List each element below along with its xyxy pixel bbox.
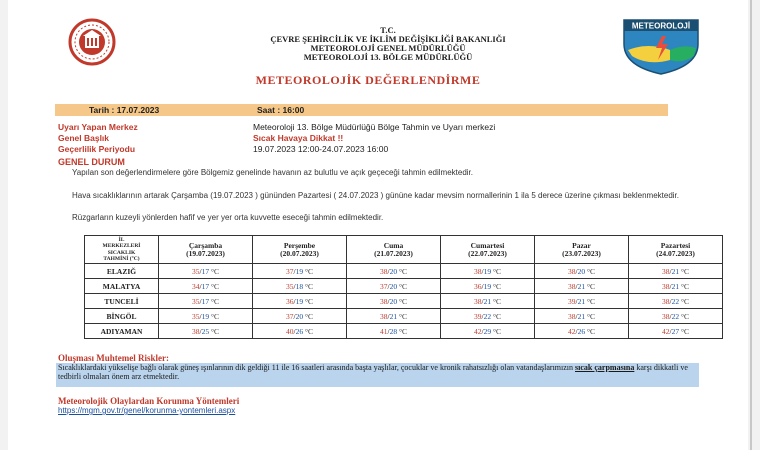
max-temp: 39 xyxy=(474,311,482,321)
day-name: Pazar xyxy=(572,240,591,250)
temp-unit: °C xyxy=(210,281,219,291)
temp-unit: °C xyxy=(492,296,501,306)
min-temp: 21 xyxy=(483,296,492,306)
max-temp: 38 xyxy=(662,281,670,291)
temperature-cell: 40/26 °C xyxy=(253,324,347,339)
day-header xyxy=(535,236,629,264)
city-name: BİNGÖL xyxy=(85,309,159,324)
max-temp: 42 xyxy=(474,326,482,336)
temperature-cell: 38/21 °C xyxy=(629,264,723,279)
temp-unit: °C xyxy=(398,296,407,306)
day-header xyxy=(629,236,723,264)
max-temp: 37 xyxy=(286,311,294,321)
min-temp: 21 xyxy=(671,281,680,291)
min-temp: 21 xyxy=(577,281,586,291)
max-temp: 36 xyxy=(474,281,482,291)
max-temp: 34 xyxy=(192,281,200,291)
temperature-cell: 38/19 °C xyxy=(441,264,535,279)
ministry-line: METEOROLOJİ 13. BÖLGE MÜDÜRLÜĞÜ xyxy=(303,52,473,62)
max-temp: 39 xyxy=(568,296,576,306)
min-temp: 21 xyxy=(577,296,586,306)
temperature-cell: 42/26 °C xyxy=(535,324,629,339)
temp-unit: °C xyxy=(492,326,501,336)
day-name: Çarşamba xyxy=(188,240,223,250)
table-corner-header xyxy=(85,236,159,264)
day-date: (20.07.2023) xyxy=(280,248,319,258)
temp-unit: °C xyxy=(586,296,595,306)
min-temp: 19 xyxy=(483,266,492,276)
table-row xyxy=(85,324,723,339)
max-temp: 38 xyxy=(662,311,670,321)
temperature-table xyxy=(84,235,723,339)
min-temp: 22 xyxy=(483,311,492,321)
temp-unit: °C xyxy=(398,311,407,321)
max-temp: 35 xyxy=(192,311,200,321)
temperature-cell: 38/20 °C xyxy=(535,264,629,279)
temp-unit: °C xyxy=(304,266,313,276)
day-header xyxy=(347,236,441,264)
risks-text-part: Sıcaklıklardaki yükselişe bağlı olarak güneş ışınlarının dik geldiği 11 ile 16 saatleri arasında başta yaşlılar, çocuklar ve kronik rahatsızlığı olan vatandaşlarımızın xyxy=(58,363,576,372)
general-paragraph: Hava sıcaklıklarının artarak Çarşamba (19.07.2023 ) gününden Pazartesi ( 24.07.2023 ) gününe kadar mevsim normallerinin 1 ila 5 derece üzerine çıkması beklenmektedir. xyxy=(72,191,679,200)
max-temp: 38 xyxy=(380,311,388,321)
info-label: Geçerlilik Periyodu xyxy=(58,144,136,154)
max-temp: 38 xyxy=(568,281,576,291)
temp-unit: °C xyxy=(680,311,689,321)
max-temp: 41 xyxy=(380,326,388,336)
risks-text xyxy=(58,364,698,381)
temp-unit: °C xyxy=(304,296,313,306)
ministry-heading xyxy=(188,26,588,62)
day-date: (21.07.2023) xyxy=(374,248,413,258)
max-temp: 36 xyxy=(286,296,294,306)
day-date: (23.07.2023) xyxy=(562,248,601,258)
document-title: METEOROLOJİK DEĞERLENDİRME xyxy=(255,73,481,87)
temp-unit: °C xyxy=(398,281,407,291)
report-date: Tarih : 17.07.2023 xyxy=(89,105,160,115)
temperature-cell: 38/21 °C xyxy=(535,279,629,294)
max-temp: 38 xyxy=(380,296,388,306)
min-temp: 21 xyxy=(389,311,398,321)
temperature-cell: 39/21 °C xyxy=(535,294,629,309)
min-temp: 19 xyxy=(295,296,304,306)
max-temp: 42 xyxy=(568,326,576,336)
temperature-cell: 41/28 °C xyxy=(347,324,441,339)
city-name: ADIYAMAN xyxy=(85,324,159,339)
day-header xyxy=(159,236,253,264)
corner-line: SICAKLIK xyxy=(107,249,136,256)
temp-unit: °C xyxy=(398,326,407,336)
info-value: Meteoroloji 13. Bölge Müdürlüğü Bölge Tahmin ve Uyarı merkezi xyxy=(253,122,496,132)
temp-unit: °C xyxy=(492,281,501,291)
temp-unit: °C xyxy=(680,326,689,336)
temperature-cell: 36/19 °C xyxy=(253,294,347,309)
ministry-line: METEOROLOJİ GENEL MÜDÜRLÜĞÜ xyxy=(310,43,466,53)
min-temp: 19 xyxy=(295,266,304,276)
min-temp: 27 xyxy=(671,326,680,336)
max-temp: 37 xyxy=(286,266,294,276)
temp-unit: °C xyxy=(304,326,313,336)
min-temp: 17 xyxy=(201,296,210,306)
temperature-cell: 35/19 °C xyxy=(159,309,253,324)
max-temp: 37 xyxy=(380,281,388,291)
min-temp: 21 xyxy=(577,311,586,321)
min-temp: 22 xyxy=(671,296,680,306)
temperature-cell: 35/17 °C xyxy=(159,294,253,309)
min-temp: 26 xyxy=(295,326,304,336)
min-temp: 20 xyxy=(389,296,398,306)
max-temp: 40 xyxy=(286,326,294,336)
min-temp: 26 xyxy=(577,326,586,336)
general-heading: GENEL DURUM xyxy=(58,157,125,167)
min-temp: 22 xyxy=(671,311,680,321)
table-row xyxy=(85,294,723,309)
day-name: Perşembe xyxy=(283,240,316,250)
temperature-cell: 34/17 °C xyxy=(159,279,253,294)
temp-unit: °C xyxy=(304,281,313,291)
temp-unit: °C xyxy=(680,281,689,291)
risks-heading: Oluşması Muhtemel Riskler: xyxy=(58,353,169,363)
temperature-cell: 38/25 °C xyxy=(159,324,253,339)
info-label: Genel Başlık xyxy=(58,133,110,143)
ministry-line: T.C. xyxy=(380,25,396,35)
day-date: (22.07.2023) xyxy=(468,248,507,258)
min-temp: 20 xyxy=(295,311,304,321)
temperature-cell: 42/29 °C xyxy=(441,324,535,339)
temperature-cell: 38/21 °C xyxy=(629,279,723,294)
city-name: MALATYA xyxy=(85,279,159,294)
temperature-cell: 38/20 °C xyxy=(347,264,441,279)
min-temp: 29 xyxy=(483,326,492,336)
max-temp: 35 xyxy=(192,266,200,276)
temp-unit: °C xyxy=(680,266,689,276)
city-name: ELAZIĞ xyxy=(85,264,159,279)
temperature-cell: 38/21 °C xyxy=(347,309,441,324)
temp-unit: °C xyxy=(586,281,595,291)
min-temp: 17 xyxy=(201,281,210,291)
temperature-cell: 37/20 °C xyxy=(347,279,441,294)
temperature-cell: 36/19 °C xyxy=(441,279,535,294)
temp-unit: °C xyxy=(210,266,219,276)
temp-unit: °C xyxy=(210,326,219,336)
temperature-cell: 37/19 °C xyxy=(253,264,347,279)
max-temp: 38 xyxy=(380,266,388,276)
temp-unit: °C xyxy=(492,266,501,276)
temp-unit: °C xyxy=(210,311,219,321)
max-temp: 38 xyxy=(474,266,482,276)
temp-unit: °C xyxy=(586,311,595,321)
temperature-cell: 38/22 °C xyxy=(629,294,723,309)
max-temp: 42 xyxy=(662,326,670,336)
city-name: TUNCELİ xyxy=(85,294,159,309)
min-temp: 17 xyxy=(201,266,210,276)
temperature-cell: 39/22 °C xyxy=(441,309,535,324)
temperature-cell: 38/20 °C xyxy=(347,294,441,309)
max-temp: 38 xyxy=(662,266,670,276)
min-temp: 19 xyxy=(483,281,492,291)
risks-text-part: karşı dikkatli ve tedbirli olmaları önem arz etmektedir. xyxy=(58,363,688,381)
general-paragraph: Rüzgarların kuzeyli yönlerden hafif ve yer yer orta kuvvette eseceği tahmin edilmektedir. xyxy=(72,213,384,222)
temperature-cell: 38/21 °C xyxy=(535,309,629,324)
max-temp: 38 xyxy=(568,266,576,276)
min-temp: 25 xyxy=(201,326,210,336)
min-temp: 21 xyxy=(671,266,680,276)
min-temp: 19 xyxy=(201,311,210,321)
protection-link[interactable]: https://mgm.gov.tr/genel/korunma-yontemleri.aspx xyxy=(58,406,236,415)
temperature-cell: 38/21 °C xyxy=(441,294,535,309)
temp-unit: °C xyxy=(492,311,501,321)
temperature-cell: 35/17 °C xyxy=(159,264,253,279)
info-value: Sıcak Havaya Dikkat !! xyxy=(253,133,344,143)
table-row xyxy=(85,264,723,279)
table-row xyxy=(85,309,723,324)
corner-line: MERKEZLERİ xyxy=(102,243,141,249)
document-page xyxy=(8,0,748,450)
logo-text: METEOROLOJİ xyxy=(631,21,691,31)
max-temp: 35 xyxy=(192,296,200,306)
temp-unit: °C xyxy=(398,266,407,276)
day-name: Pazartesi xyxy=(660,240,691,250)
temp-unit: °C xyxy=(210,296,219,306)
ministry-line: ÇEVRE ŞEHİRCİLİK VE İKLİM DEĞİŞİKLİĞİ BAKANLIĞI xyxy=(270,34,506,44)
temperature-cell: 35/18 °C xyxy=(253,279,347,294)
min-temp: 18 xyxy=(295,281,304,291)
temperature-cell: 42/27 °C xyxy=(629,324,723,339)
meteoroloji-logo-icon xyxy=(618,14,704,76)
day-header xyxy=(253,236,347,264)
info-label: Uyarı Yapan Merkez xyxy=(58,122,138,132)
info-value: 19.07.2023 12:00-24.07.2023 16:00 xyxy=(253,144,389,154)
temp-unit: °C xyxy=(680,296,689,306)
max-temp: 38 xyxy=(568,311,576,321)
ministry-emblem-icon xyxy=(55,18,129,66)
day-header xyxy=(441,236,535,264)
min-temp: 20 xyxy=(389,266,398,276)
temp-unit: °C xyxy=(304,311,313,321)
corner-line: İL xyxy=(118,236,125,243)
temperature-cell: 38/22 °C xyxy=(629,309,723,324)
day-date: (19.07.2023) xyxy=(186,248,225,258)
protection-heading: Meteorolojik Olaylardan Korunma Yöntemleri xyxy=(58,396,240,406)
date-bar xyxy=(55,104,668,116)
max-temp: 38 xyxy=(662,296,670,306)
risks-text-emphasis: sıcak çarpmasına xyxy=(575,363,635,372)
max-temp: 38 xyxy=(192,326,200,336)
min-temp: 20 xyxy=(389,281,398,291)
max-temp: 35 xyxy=(286,281,294,291)
min-temp: 28 xyxy=(389,326,398,336)
page-edge xyxy=(750,0,752,450)
corner-line: TAHMİNİ (°C) xyxy=(103,256,140,262)
min-temp: 20 xyxy=(577,266,586,276)
general-paragraph: Yapılan son değerlendirmelere göre Bölgemiz genelinde havanın az bulutlu ve açık geçeceği tahmin edilmektedir. xyxy=(72,168,473,177)
max-temp: 38 xyxy=(474,296,482,306)
table-row xyxy=(85,279,723,294)
day-date: (24.07.2023) xyxy=(656,248,695,258)
day-name: Cumartesi xyxy=(470,240,505,250)
day-name: Cuma xyxy=(383,240,404,250)
temp-unit: °C xyxy=(586,266,595,276)
report-time: Saat : 16:00 xyxy=(257,105,305,115)
temperature-cell: 37/20 °C xyxy=(253,309,347,324)
temp-unit: °C xyxy=(586,326,595,336)
